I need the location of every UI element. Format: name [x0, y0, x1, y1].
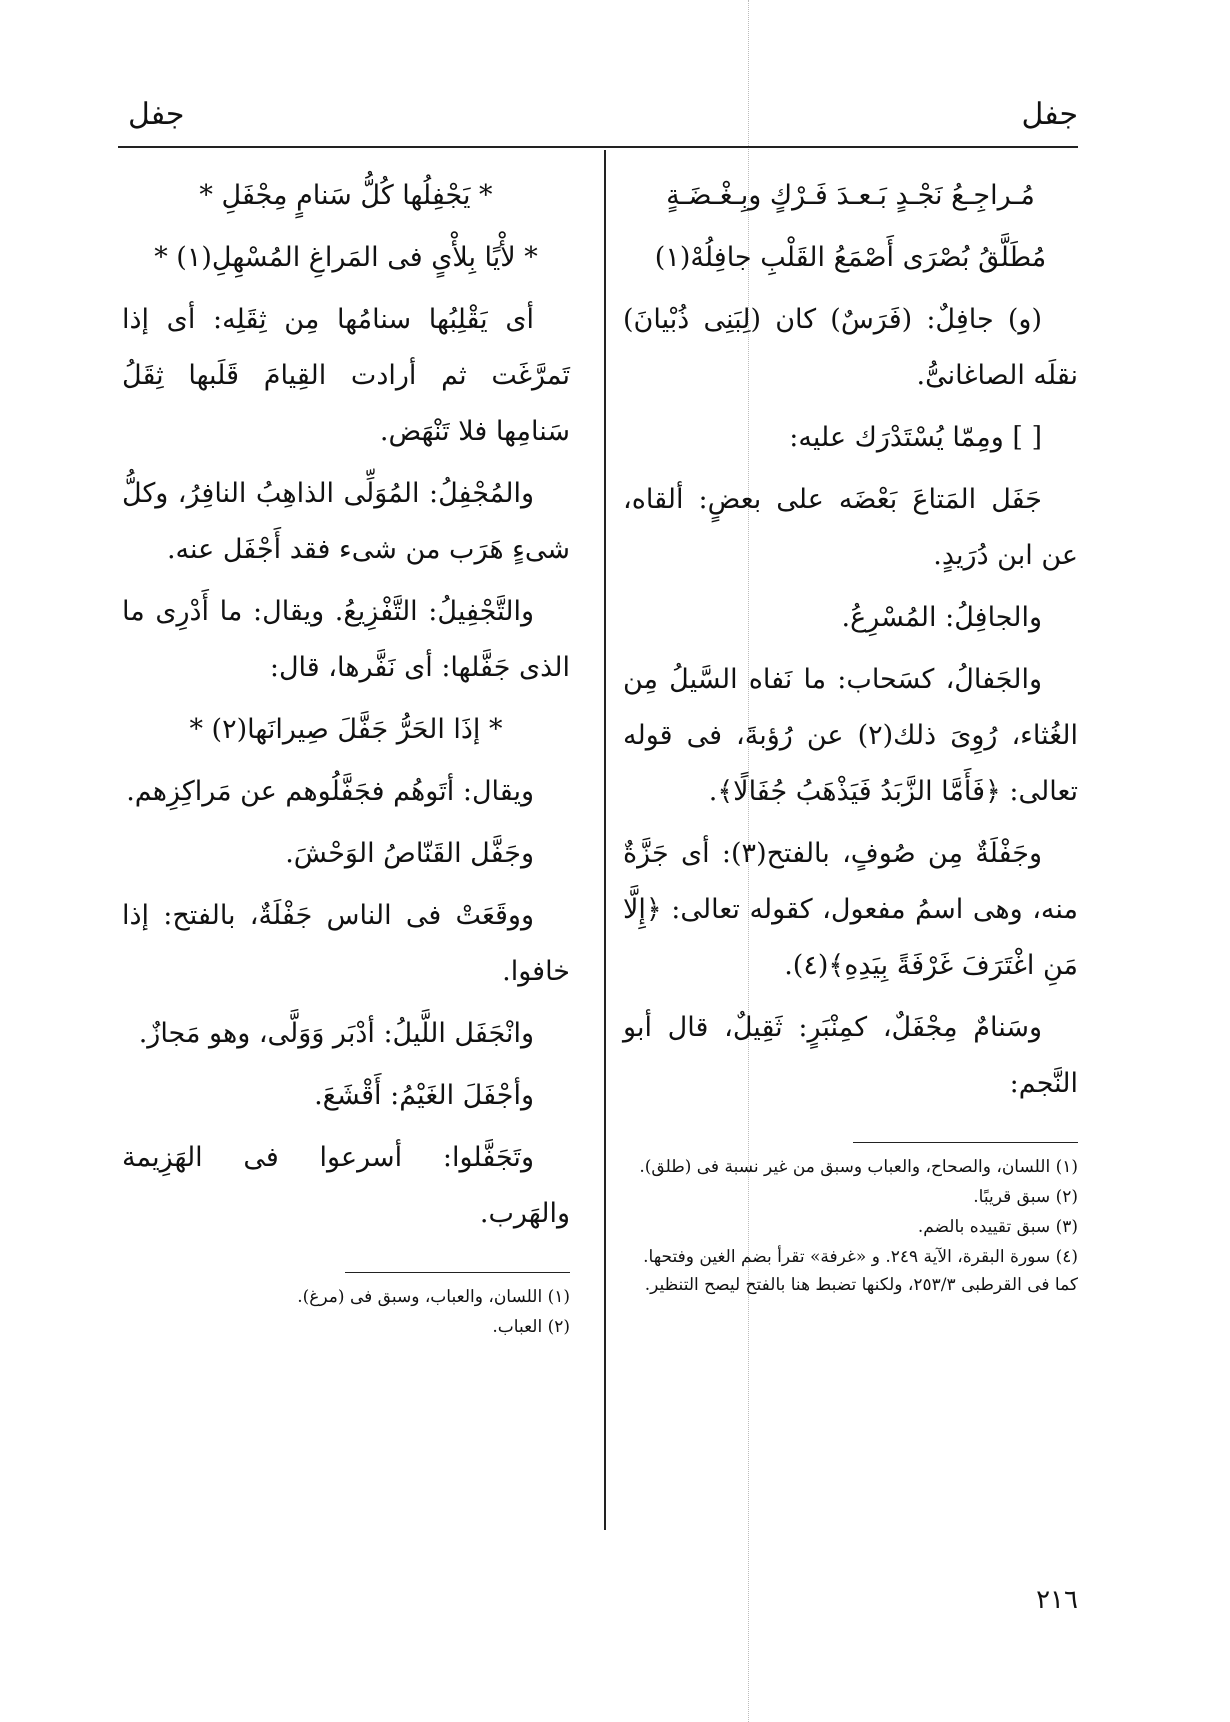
entry-paragraph: جَفَل المَتاعَ بَعْضَه على بعضٍ: ألقاه، عن ابن دُرَيدٍ. — [623, 484, 1078, 571]
column-divider — [604, 150, 606, 1530]
footnote-rule — [853, 1142, 1078, 1143]
running-header-right: جفل — [1021, 97, 1078, 132]
right-column — [623, 168, 1078, 1301]
page-number: ٢١٦ — [1036, 1585, 1078, 1615]
entry-paragraph: وجَفَّل القَنّاصُ الوَحْشَ. — [285, 838, 534, 869]
entry-paragraph: وانْجَفَل اللَّيلُ: أدْبَر وَوَلَّى، وهو مَجازٌ. — [138, 1018, 534, 1049]
entry-paragraph: [ ] ومِمّا يُسْتَدْرَك عليه: — [789, 422, 1042, 453]
footnote-rule — [345, 1272, 570, 1273]
entry-paragraph: أى يَقْلِبُها سنامُها مِن ثِقَلِه: أى إذا تَمرَّغَت ثم أرادت القِيامَ قَلَبها ثِقَلُ سَنامِها فلا تَنْهَض. — [122, 304, 570, 447]
entry-paragraph: والجَفالُ، كسَحاب: ما نَفاه السَّيلُ مِن الغُثاء، رُوِىَ ذلك(٢) عن رُؤبةَ، فى قوله تعالى: ﴿فَأَمَّا الزَّبَدُ فَيَذْهَبُ جُفَالًا﴾. — [623, 664, 1079, 807]
verse-line: * إذَا الحَرُّ جَفَّلَ صِيرانَها(٢) * — [189, 714, 503, 745]
entry-paragraph: وتَجَفَّلوا: أسرعوا فى الهَزِيمة والهَرب. — [122, 1142, 570, 1229]
left-column — [122, 168, 570, 1343]
footnote: (٢) سبق قريبًا. — [973, 1187, 1078, 1207]
entry-paragraph: ويقال: أتَوهُم فجَفَّلُوهم عن مَراكِزِهم. — [126, 776, 534, 807]
verse-line: * يَجْفِلُها كُلُّ سَنامٍ مِجْفَلِ * — [199, 180, 493, 211]
entry-paragraph: والجافِلُ: المُسْرِعُ. — [841, 602, 1042, 633]
entry-paragraph: والمُجْفِلُ: المُوَلِّى الذاهِبُ النافِرُ، وكلُّ شىءٍ هَرَب من شىء فقد أَجْفَل عنه. — [122, 478, 570, 565]
verse-line: مُـراجِـعُ نَجْـدٍ بَـعـدَ فَـرْكٍ وبِـغْـضَـةٍ — [666, 180, 1035, 211]
header-rule — [118, 146, 1078, 148]
footnote: (٢) العباب. — [492, 1317, 570, 1337]
entry-paragraph: وسَنامٌ مِجْفَلٌ، كمِنْبَرٍ: ثَقِيلٌ، قال أبو النَّجم: — [623, 1012, 1078, 1099]
entry-paragraph: (و) جافِلٌ: (فَرَسٌ) كان (لِبَنِى ذُبْيانَ) نقلَه الصاغانىُّ. — [623, 304, 1078, 391]
footnote: (١) اللسان، والعباب، وسبق فى (مرغ). — [297, 1287, 570, 1307]
verse-line: * لأْيًا بِلأْىٍ فى المَراغِ المُسْهِلِ(١) * — [154, 242, 538, 273]
footnote: (١) اللسان، والصحاح، والعباب وسبق من غير نسبة فى (طلق). — [639, 1157, 1078, 1177]
entry-paragraph: ووقَعَتْ فى الناس جَفْلَةٌ، بالفتح: إذا خافوا. — [122, 900, 570, 987]
verse-line: مُطَلَّقُ بُصْرَى أَصْمَعُ القَلْبِ جافِلُهْ(١) — [654, 242, 1047, 273]
entry-paragraph: وأجْفَلَ الغَيْمُ: أَقْشَعَ. — [314, 1080, 534, 1111]
footnote: (٤) سورة البقرة، الآية ٢٤٩. و «غرفة» تقرأ بضم الغين وفتحها. كما فى القرطبى ٢٥٣/٣، ولكنها تضبط هنا بالفتح ليصح التنظير. — [643, 1247, 1078, 1295]
footnote: (٣) سبق تقييده بالضم. — [917, 1217, 1078, 1237]
running-header-left: جفل — [128, 97, 185, 132]
entry-paragraph: وجَفْلَةٌ مِن صُوفٍ، بالفتح(٣): أى جَزَّةٌ منه، وهى اسمُ مفعول، كقوله تعالى: ﴿إِلَّا مَنِ اغْتَرَفَ غَرْفَةً بِيَدِهِ﴾(٤). — [623, 838, 1078, 981]
entry-paragraph: والتَّجْفِيلُ: التَّفْزِيعُ. ويقال: ما أَدْرِى ما الذى جَفَّلها: أى نَفَّرها، قال: — [122, 596, 570, 683]
